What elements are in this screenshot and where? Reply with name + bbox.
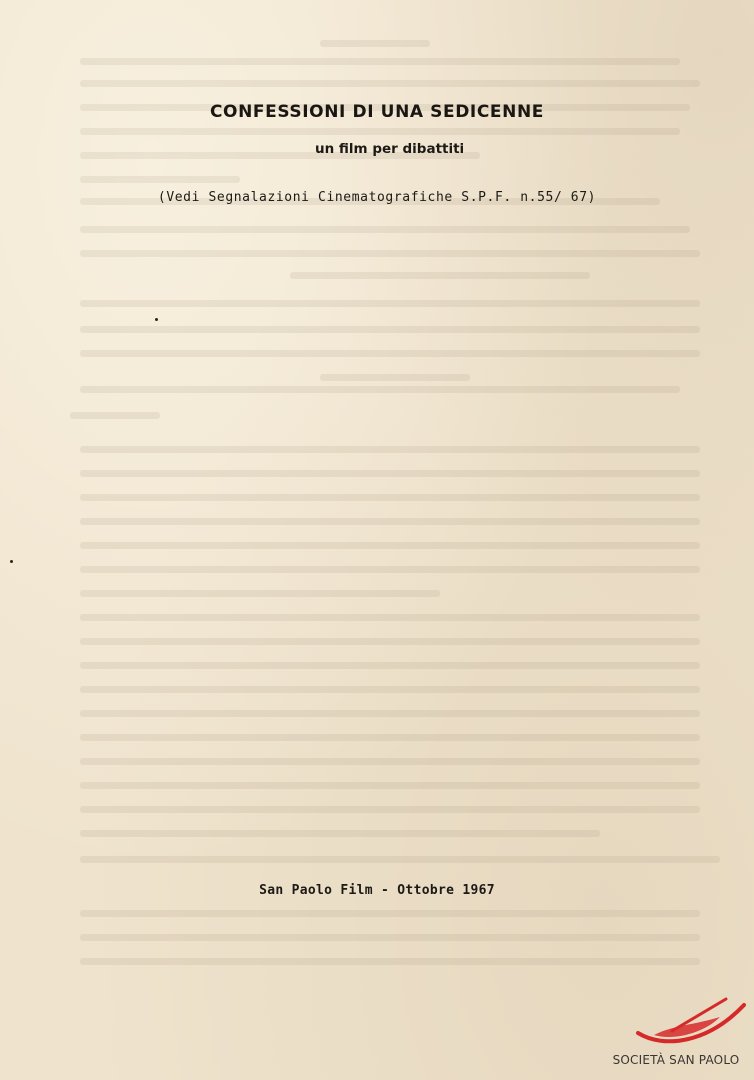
stamp-label: SOCIETÀ SAN PAOLO xyxy=(612,1053,740,1067)
reference-note: (Vedi Segnalazioni Cinematografiche S.P.F. n.55/ 67) xyxy=(157,190,597,205)
ink-speck xyxy=(155,318,158,321)
san-paolo-sword-logo-icon xyxy=(634,995,746,1051)
document-subtitle: un film per dibattiti xyxy=(315,141,465,157)
document-title: CONFESSIONI DI UNA SEDICENNE xyxy=(209,102,545,122)
ink-speck xyxy=(10,560,13,563)
footer-date-line: San Paolo Film - Ottobre 1967 xyxy=(259,883,495,898)
publisher-stamp xyxy=(604,995,748,1075)
